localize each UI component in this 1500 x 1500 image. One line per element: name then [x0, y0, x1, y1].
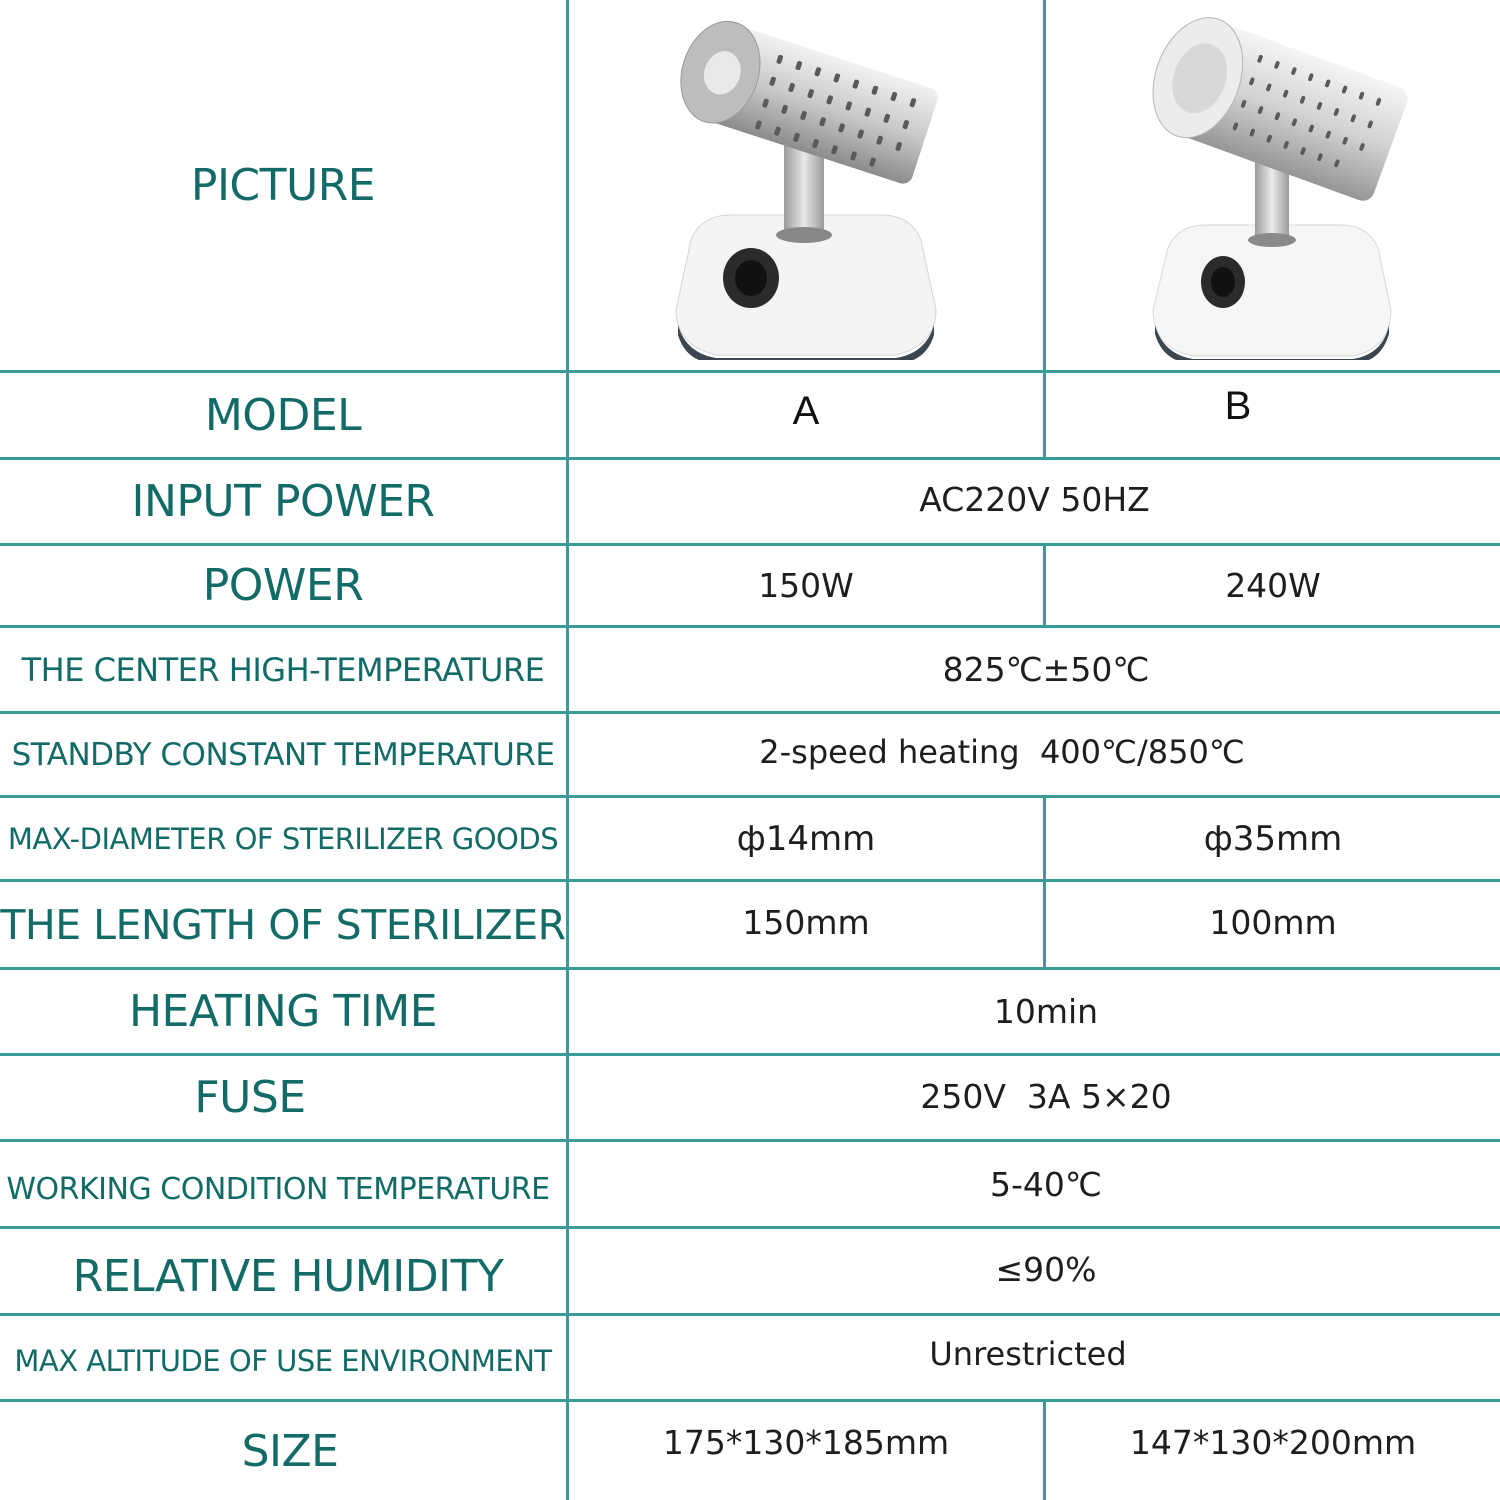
input-power-label: INPUT POWER	[131, 476, 435, 527]
size-a-value: 175*130*185mm	[662, 1422, 950, 1462]
center-temp-value: 825℃±50℃	[942, 650, 1150, 689]
model-a-value: A	[792, 388, 820, 433]
working-temp-value: 5-40℃	[990, 1164, 1102, 1204]
humidity-value: ≤90%	[995, 1249, 1097, 1289]
power-label: POWER	[202, 560, 364, 611]
input-power-value: AC220V 50HZ	[919, 479, 1150, 519]
fuse-value: 250V 3A 5×20	[920, 1076, 1172, 1116]
length-a-value: 150mm	[742, 902, 870, 942]
humidity-label: RELATIVE HUMIDITY	[72, 1250, 504, 1302]
model-label: MODEL	[204, 389, 362, 441]
altitude-label: MAX ALTITUDE OF USE ENVIRONMENT	[14, 1344, 552, 1378]
heating-time-label: HEATING TIME	[128, 986, 438, 1037]
center-temp-label: THE CENTER HIGH-TEMPERATURE	[21, 650, 545, 689]
standby-temp-label: STANDBY CONSTANT TEMPERATURE	[11, 736, 555, 773]
fuse-label: FUSE	[194, 1072, 306, 1123]
picture-label: PICTURE	[190, 159, 376, 211]
size-label: SIZE	[241, 1425, 339, 1477]
product-image-b	[1046, 0, 1500, 370]
max-diameter-a-value: ф14mm	[736, 818, 876, 859]
altitude-value: Unrestricted	[929, 1335, 1127, 1373]
length-label: THE LENGTH OF STERILIZER	[0, 900, 566, 949]
heating-time-value: 10min	[993, 992, 1099, 1031]
sterilizer-a-illustration	[656, 10, 956, 360]
standby-temp-value: 2-speed heating 400℃/850℃	[759, 733, 1245, 771]
size-b-value: 147*130*200mm	[1129, 1422, 1417, 1462]
length-b-value: 100mm	[1209, 902, 1337, 942]
working-temp-label: WORKING CONDITION TEMPERATURE	[6, 1171, 550, 1207]
max-diameter-label: MAX-DIAMETER OF STERILIZER GOODS	[7, 821, 559, 856]
max-diameter-b-value: ф35mm	[1203, 818, 1343, 859]
model-b-value: B	[1224, 383, 1252, 428]
sterilizer-b-illustration	[1123, 10, 1423, 360]
power-b-value: 240W	[1225, 566, 1321, 605]
product-image-a	[569, 0, 1043, 370]
power-a-value: 150W	[758, 566, 854, 605]
